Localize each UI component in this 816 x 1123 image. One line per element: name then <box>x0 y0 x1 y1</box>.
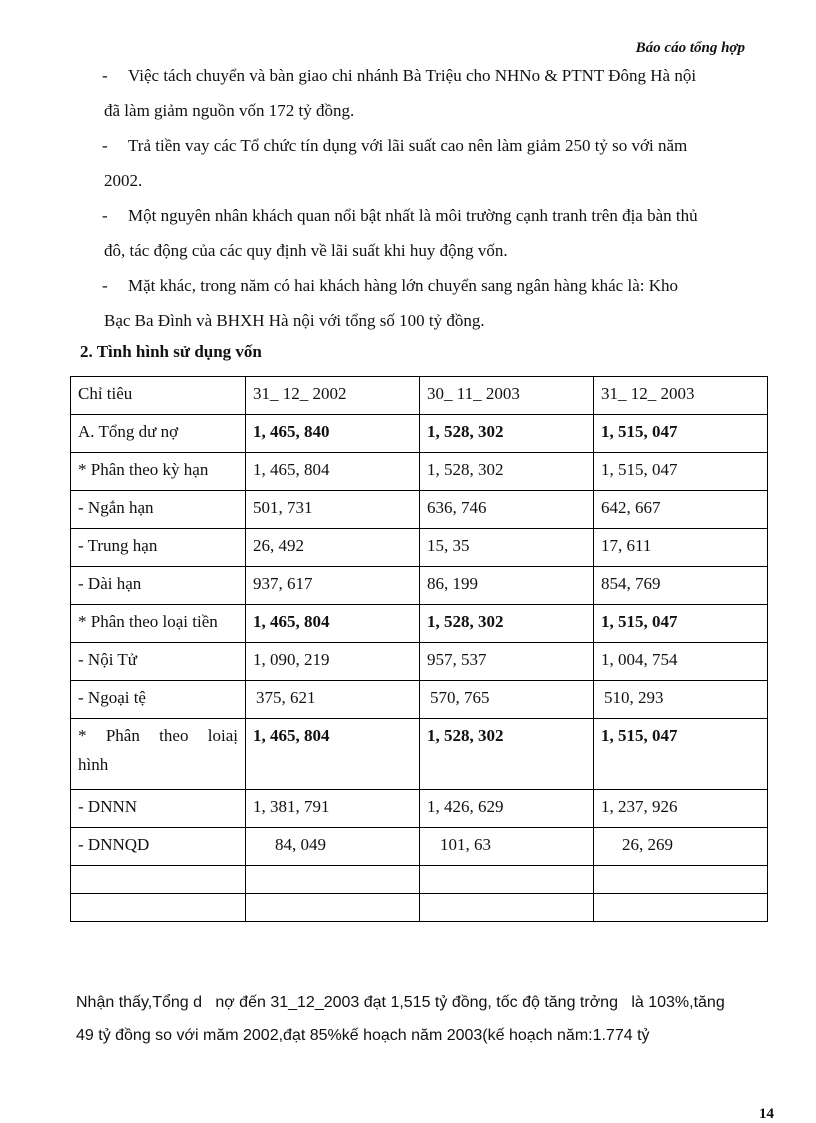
table-cell: * Phân theo loại tiền <box>71 605 246 643</box>
bullet-item <box>104 58 758 128</box>
table-cell: 1, 465, 804 <box>246 719 420 790</box>
bullet-marker: - <box>102 136 108 155</box>
table-row <box>71 681 768 719</box>
page-number: 14 <box>759 1106 774 1122</box>
table-cell: 1, 465, 804 <box>246 605 420 643</box>
table-cell: 1, 528, 302 <box>420 719 594 790</box>
table-cell <box>420 866 594 894</box>
table-cell: 1, 515, 047 <box>594 719 768 790</box>
table-cell: - DNNN <box>71 790 246 828</box>
table-cell: 1, 465, 804 <box>246 453 420 491</box>
table-cell: 1, 381, 791 <box>246 790 420 828</box>
bullet-line: đã làm giảm nguồn vốn 172 tỷ đồng. <box>104 101 355 120</box>
table-cell-line: * Phân theo loiaị <box>78 726 238 745</box>
table-cell: 84, 049 <box>246 828 420 866</box>
bullet-line: Bạc Ba Đình và BHXH Hà nội với tổng số 100 tỷ đồng. <box>104 311 485 330</box>
table-header-cell: 30_ 11_ 2003 <box>420 377 594 415</box>
bullet-marker: - <box>102 276 108 295</box>
table-cell: - Ngắn hạn <box>71 491 246 529</box>
table-row <box>71 828 768 866</box>
bullet-line: 2002. <box>104 171 143 190</box>
bullet-item <box>104 268 758 338</box>
table-cell <box>246 866 420 894</box>
table-cell <box>420 894 594 922</box>
table-cell: 26, 269 <box>594 828 768 866</box>
table-cell: - DNNQD <box>71 828 246 866</box>
bullet-item <box>104 198 758 268</box>
table-cell: 501, 731 <box>246 491 420 529</box>
table-row <box>71 415 768 453</box>
table-cell <box>71 719 246 790</box>
table-cell <box>594 894 768 922</box>
table-cell: 510, 293 <box>594 681 768 719</box>
table-cell <box>594 866 768 894</box>
table-cell: 375, 621 <box>246 681 420 719</box>
table-cell: 26, 492 <box>246 529 420 567</box>
table-cell: 1, 237, 926 <box>594 790 768 828</box>
bullet-line: Việc tách chuyển và bàn giao chi nhánh Bà Triệu cho NHNo & PTNT Đông Hà nội <box>128 66 697 85</box>
table-header-row <box>71 377 768 415</box>
table-cell: 854, 769 <box>594 567 768 605</box>
bullet-line: Mặt khác, trong năm có hai khách hàng lớn chuyển sang ngân hàng khác là: Kho <box>128 276 678 295</box>
bullet-line: Một nguyên nhân khách quan nổi bật nhất là môi trường cạnh tranh trên địa bàn thủ <box>128 206 698 225</box>
summary-note <box>76 986 776 1052</box>
table-cell <box>246 894 420 922</box>
table-cell: - Nội Tử <box>71 643 246 681</box>
table-header-cell: Chỉ tiêu <box>71 377 246 415</box>
table-row <box>71 866 768 894</box>
table-row <box>71 790 768 828</box>
table-cell: 86, 199 <box>420 567 594 605</box>
table-cell: 957, 537 <box>420 643 594 681</box>
table-row <box>71 453 768 491</box>
table-header-cell: 31_ 12_ 2002 <box>246 377 420 415</box>
table-row <box>71 605 768 643</box>
table-cell: 1, 465, 840 <box>246 415 420 453</box>
table-cell: 1, 426, 629 <box>420 790 594 828</box>
table-cell: 1, 004, 754 <box>594 643 768 681</box>
table-cell: 1, 515, 047 <box>594 453 768 491</box>
table-cell: 937, 617 <box>246 567 420 605</box>
table-cell: - Trung hạn <box>71 529 246 567</box>
table-cell: - Dài hạn <box>71 567 246 605</box>
table-cell-line: hình <box>78 755 109 774</box>
table-cell: - Ngoại tệ <box>71 681 246 719</box>
table-cell: 642, 667 <box>594 491 768 529</box>
table-row <box>71 491 768 529</box>
table-row <box>71 643 768 681</box>
summary-note-line: 49 tỷ đồng so với măm 2002,đạt 85%kế hoạch năm 2003(kế hoạch năm:1.774 tỷ <box>76 1027 650 1044</box>
section-heading: 2. Tình hình sử dụng vốn <box>80 342 262 361</box>
capital-usage-table <box>70 376 768 922</box>
table-cell <box>71 894 246 922</box>
bullet-item <box>104 128 758 198</box>
bullet-marker: - <box>102 66 108 85</box>
table-cell: 636, 746 <box>420 491 594 529</box>
bullet-line: đô, tác động của các quy định về lãi suất khi huy động vốn. <box>104 241 508 260</box>
table-cell: A. Tổng dư nợ <box>71 415 246 453</box>
table-cell: 1, 515, 047 <box>594 415 768 453</box>
table-row <box>71 529 768 567</box>
table-row <box>71 719 768 790</box>
table-cell: 101, 63 <box>420 828 594 866</box>
table-cell: 1, 090, 219 <box>246 643 420 681</box>
bullet-line: Trả tiền vay các Tổ chức tín dụng với lãi suất cao nên làm giảm 250 tỷ so với năm <box>128 136 688 155</box>
table-cell: 1, 528, 302 <box>420 453 594 491</box>
bullet-marker: - <box>102 206 108 225</box>
bullet-list <box>104 58 758 338</box>
table-row <box>71 567 768 605</box>
table-cell: 1, 528, 302 <box>420 415 594 453</box>
table-cell: * Phân theo kỳ hạn <box>71 453 246 491</box>
table-cell: 17, 611 <box>594 529 768 567</box>
table-row <box>71 894 768 922</box>
table-cell <box>71 866 246 894</box>
report-header-title: Báo cáo tổng hợp <box>635 40 745 56</box>
table-cell: 1, 515, 047 <box>594 605 768 643</box>
table-cell: 15, 35 <box>420 529 594 567</box>
summary-note-line: Nhận thấy,Tổng d nợ đến 31_12_2003 đạt 1,515 tỷ đồng, tốc độ tăng trởng là 103%,tăng <box>76 994 725 1011</box>
table-cell: 570, 765 <box>420 681 594 719</box>
table-header-cell: 31_ 12_ 2003 <box>594 377 768 415</box>
table-cell: 1, 528, 302 <box>420 605 594 643</box>
